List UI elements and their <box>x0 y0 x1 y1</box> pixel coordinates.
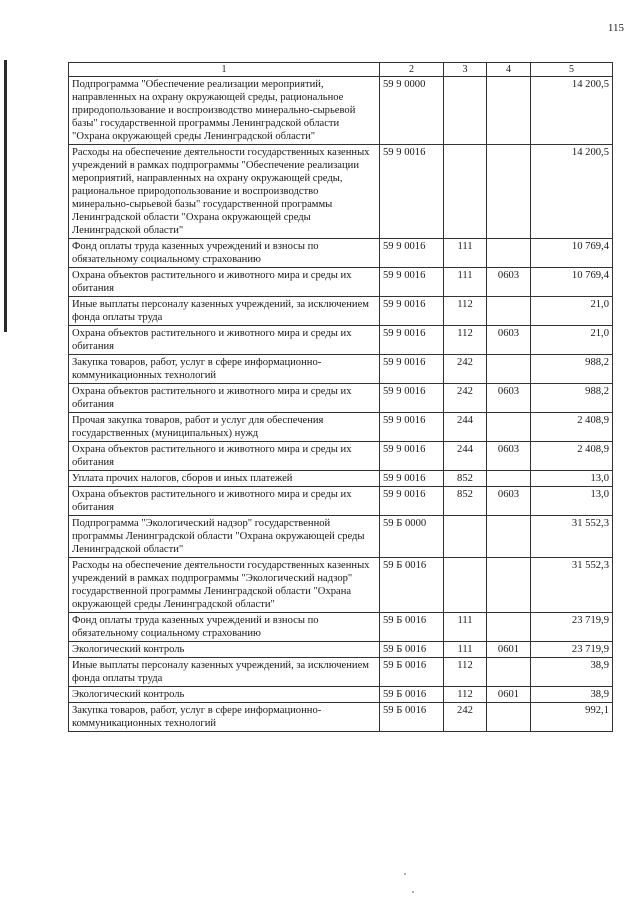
table-row <box>69 703 613 732</box>
cell-code: 59 9 0016 <box>380 471 444 487</box>
table-row <box>69 487 613 516</box>
cell-code: 59 Б 0016 <box>380 642 444 658</box>
page-number: 115 <box>607 22 624 34</box>
cell-section: 0601 <box>487 642 531 658</box>
table-row <box>69 268 613 297</box>
cell-amount: 23 719,9 <box>531 613 613 642</box>
cell-code: 59 Б 0016 <box>380 613 444 642</box>
cell-code: 59 Б 0016 <box>380 687 444 703</box>
cell-name: Экологический контроль <box>69 687 380 703</box>
cell-expense-type: 111 <box>444 268 487 297</box>
cell-section: 0603 <box>487 384 531 413</box>
cell-amount: 21,0 <box>531 297 613 326</box>
table-row <box>69 658 613 687</box>
cell-section <box>487 558 531 613</box>
budget-table <box>68 62 613 732</box>
cell-code: 59 9 0016 <box>380 487 444 516</box>
header-col-4: 4 <box>487 63 531 77</box>
cell-expense-type: 242 <box>444 384 487 413</box>
cell-name: Иные выплаты персоналу казенных учреждений, за исключением фонда оплаты труда <box>69 297 380 326</box>
cell-name: Охрана объектов растительного и животного мира и среды их обитания <box>69 268 380 297</box>
cell-amount: 988,2 <box>531 355 613 384</box>
cell-amount: 10 769,4 <box>531 239 613 268</box>
scan-speck <box>404 873 406 875</box>
cell-code: 59 9 0016 <box>380 239 444 268</box>
cell-expense-type: 112 <box>444 658 487 687</box>
cell-code: 59 Б 0000 <box>380 516 444 558</box>
scan-margin-bar <box>4 60 7 332</box>
table-row <box>69 355 613 384</box>
cell-section: 0603 <box>487 268 531 297</box>
cell-amount: 10 769,4 <box>531 268 613 297</box>
table-row <box>69 239 613 268</box>
table-row <box>69 642 613 658</box>
cell-amount: 988,2 <box>531 384 613 413</box>
cell-amount: 38,9 <box>531 687 613 703</box>
cell-expense-type: 111 <box>444 239 487 268</box>
cell-name: Закупка товаров, работ, услуг в сфере информационно-коммуникационных технологий <box>69 355 380 384</box>
cell-code: 59 9 0016 <box>380 355 444 384</box>
cell-name: Охрана объектов растительного и животного мира и среды их обитания <box>69 442 380 471</box>
cell-code: 59 Б 0016 <box>380 703 444 732</box>
cell-expense-type <box>444 516 487 558</box>
table-row <box>69 384 613 413</box>
cell-expense-type <box>444 558 487 613</box>
cell-section <box>487 471 531 487</box>
cell-amount: 31 552,3 <box>531 516 613 558</box>
cell-name: Расходы на обеспечение деятельности государственных казенных учреждений в рамках подпрограммы "Экологический надзор" государственной программы Ленинградской области "Охрана окружающей среды Ленинградской области" <box>69 558 380 613</box>
cell-amount: 21,0 <box>531 326 613 355</box>
cell-code: 59 9 0016 <box>380 268 444 297</box>
cell-section <box>487 297 531 326</box>
header-col-3: 3 <box>444 63 487 77</box>
cell-amount: 13,0 <box>531 471 613 487</box>
cell-section <box>487 355 531 384</box>
cell-code: 59 Б 0016 <box>380 658 444 687</box>
cell-expense-type: 111 <box>444 613 487 642</box>
cell-amount: 38,9 <box>531 658 613 687</box>
cell-expense-type: 111 <box>444 642 487 658</box>
table-body <box>69 77 613 732</box>
cell-code: 59 9 0016 <box>380 413 444 442</box>
cell-amount: 23 719,9 <box>531 642 613 658</box>
table-row <box>69 145 613 239</box>
table-row <box>69 77 613 145</box>
cell-amount: 2 408,9 <box>531 442 613 471</box>
cell-name: Иные выплаты персоналу казенных учреждений, за исключением фонда оплаты труда <box>69 658 380 687</box>
cell-section <box>487 77 531 145</box>
table-row <box>69 471 613 487</box>
cell-name: Фонд оплаты труда казенных учреждений и взносы по обязательному социальному страхованию <box>69 613 380 642</box>
cell-name: Прочая закупка товаров, работ и услуг для обеспечения государственных (муниципальных) нужд <box>69 413 380 442</box>
cell-expense-type: 112 <box>444 297 487 326</box>
cell-amount: 992,1 <box>531 703 613 732</box>
cell-name: Фонд оплаты труда казенных учреждений и взносы по обязательному социальному страхованию <box>69 239 380 268</box>
table-header-row <box>69 63 613 77</box>
table-row <box>69 613 613 642</box>
cell-code: 59 9 0016 <box>380 326 444 355</box>
cell-amount: 14 200,5 <box>531 77 613 145</box>
scan-speck <box>412 891 414 893</box>
cell-section <box>487 703 531 732</box>
cell-section <box>487 145 531 239</box>
cell-name: Экологический контроль <box>69 642 380 658</box>
header-col-5: 5 <box>531 63 613 77</box>
cell-expense-type: 112 <box>444 687 487 703</box>
cell-amount: 14 200,5 <box>531 145 613 239</box>
cell-code: 59 9 0016 <box>380 297 444 326</box>
header-col-1: 1 <box>69 63 380 77</box>
cell-name: Подпрограмма "Экологический надзор" государственной программы Ленинградской области "Охрана окружающей среды Ленинградской области" <box>69 516 380 558</box>
table-row <box>69 687 613 703</box>
cell-code: 59 Б 0016 <box>380 558 444 613</box>
cell-code: 59 9 0016 <box>380 145 444 239</box>
cell-section: 0603 <box>487 326 531 355</box>
cell-name: Подпрограмма "Обеспечение реализации мероприятий, направленных на охрану окружающей среды, рациональное природопользование и воспроизводство минерально-сырьевой базы" государственной программы Ленинградской области "Охрана окружающей среды Ленинградской области" <box>69 77 380 145</box>
table-row <box>69 297 613 326</box>
cell-code: 59 9 0016 <box>380 384 444 413</box>
cell-section: 0601 <box>487 687 531 703</box>
table-row <box>69 413 613 442</box>
header-col-2: 2 <box>380 63 444 77</box>
cell-name: Охрана объектов растительного и животного мира и среды их обитания <box>69 384 380 413</box>
table-row <box>69 326 613 355</box>
cell-expense-type: 242 <box>444 703 487 732</box>
cell-expense-type: 852 <box>444 471 487 487</box>
cell-expense-type <box>444 77 487 145</box>
cell-expense-type: 244 <box>444 442 487 471</box>
cell-amount: 2 408,9 <box>531 413 613 442</box>
cell-code: 59 9 0016 <box>380 442 444 471</box>
table-row <box>69 558 613 613</box>
cell-section: 0603 <box>487 442 531 471</box>
cell-expense-type: 852 <box>444 487 487 516</box>
cell-section: 0603 <box>487 487 531 516</box>
cell-expense-type: 244 <box>444 413 487 442</box>
cell-name: Охрана объектов растительного и животного мира и среды их обитания <box>69 487 380 516</box>
cell-expense-type: 242 <box>444 355 487 384</box>
cell-name: Расходы на обеспечение деятельности государственных казенных учреждений в рамках подпрограммы "Обеспечение реализации мероприятий, направленных на охрану окружающей среды, рациональное природопользование и воспроизводство минерально-сырьевой базы" государственной программы Ленинградской области "Охрана окружающей среды Ленинградской области" <box>69 145 380 239</box>
cell-section <box>487 516 531 558</box>
cell-section <box>487 413 531 442</box>
cell-section <box>487 613 531 642</box>
cell-code: 59 9 0000 <box>380 77 444 145</box>
table-row <box>69 442 613 471</box>
cell-section <box>487 239 531 268</box>
table-row <box>69 516 613 558</box>
cell-amount: 31 552,3 <box>531 558 613 613</box>
cell-expense-type <box>444 145 487 239</box>
cell-section <box>487 658 531 687</box>
cell-name: Охрана объектов растительного и животного мира и среды их обитания <box>69 326 380 355</box>
cell-amount: 13,0 <box>531 487 613 516</box>
cell-name: Уплата прочих налогов, сборов и иных платежей <box>69 471 380 487</box>
cell-expense-type: 112 <box>444 326 487 355</box>
cell-name: Закупка товаров, работ, услуг в сфере информационно-коммуникационных технологий <box>69 703 380 732</box>
